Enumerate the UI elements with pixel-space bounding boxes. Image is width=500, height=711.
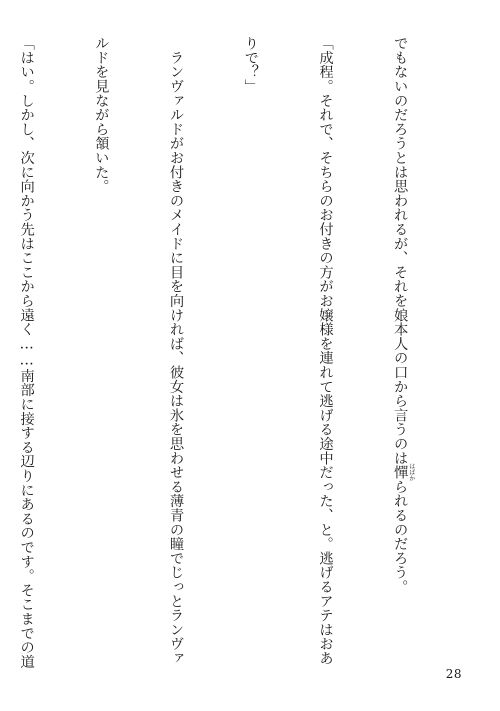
text-line: 「はい。しかし、次に向かう先はここから遠く……南部に接する辺りにあるのです。そこまでの道 — [18, 36, 35, 669]
text-line: 「成程。それで、そちらのお付きの方がお嬢様を連れて逃げる途中だった、と。逃げるアテはおあ — [317, 36, 334, 666]
text-line: りで？」 — [242, 36, 259, 94]
text-line: ランヴァルドがお付きのメイドに目を向ければ、彼女は氷を思わせる薄青の瞳でじっとランヴァ — [168, 36, 185, 666]
text-line: ルドを見ながら頷いた。 — [93, 36, 110, 194]
page-number: 28 — [445, 667, 462, 681]
vertical-text-body — [0, 36, 464, 669]
text-line: でもないのだろうとは思われるが、それを娘本人の口から言うのは憚 はばかられるのだろう。 — [392, 36, 415, 594]
ruby-word: 憚 はばか — [392, 463, 415, 482]
